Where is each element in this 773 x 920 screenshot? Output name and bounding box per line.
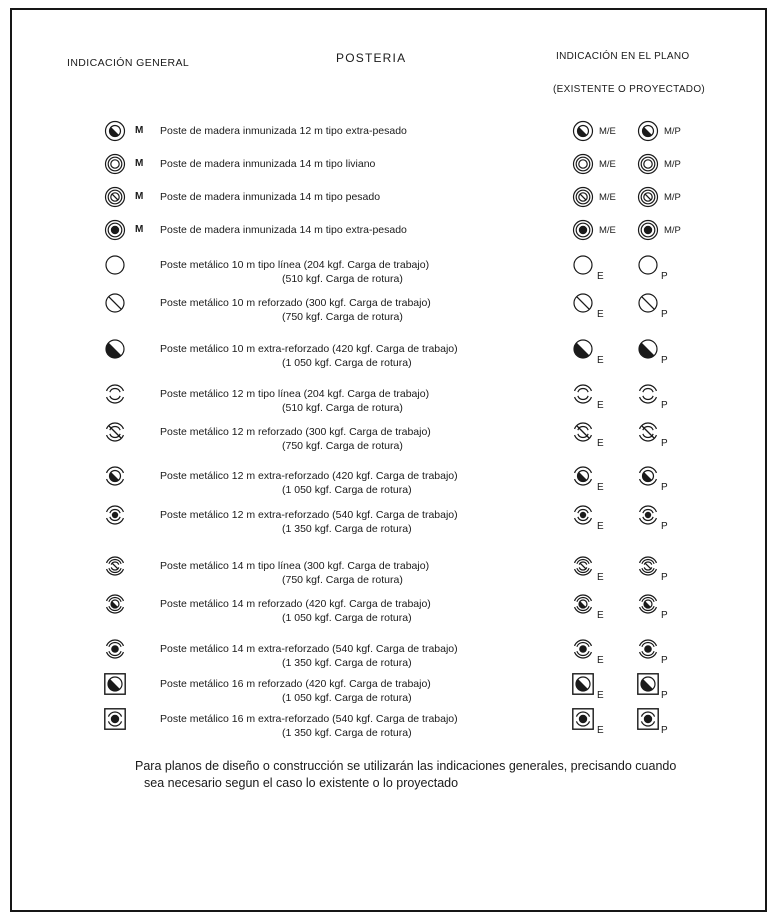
- pole-symbol-existing-icon: [570, 151, 596, 177]
- pole-symbol-general-icon: [102, 118, 128, 144]
- material-label: M: [135, 125, 144, 136]
- pole-symbol-general-icon: [102, 336, 128, 362]
- footnote-line2: sea necesario segun el caso lo existente o lo proyectado: [144, 776, 459, 790]
- projected-label: P: [661, 610, 668, 621]
- pole-description-line2: (750 kgf. Carga de rotura): [282, 440, 403, 452]
- existing-label: E: [597, 655, 604, 666]
- column-header-plan: INDICACIÓN EN EL PLANO: [556, 51, 690, 62]
- existing-label: E: [597, 400, 604, 411]
- existing-label: E: [597, 725, 604, 736]
- pole-description-line1: Poste de madera inmunizada 14 m tipo liviano: [160, 158, 376, 170]
- pole-symbol-existing-icon: [570, 591, 596, 617]
- pole-symbol-general-icon: [102, 706, 128, 732]
- projected-label: M/P: [664, 192, 681, 203]
- projected-label: P: [661, 482, 668, 493]
- pole-symbol-general-icon: [102, 217, 128, 243]
- projected-label: M/P: [664, 126, 681, 137]
- legend-row: [0, 502, 773, 535]
- legend-row: [0, 463, 773, 496]
- pole-symbol-existing-icon: [570, 463, 596, 489]
- pole-symbol-existing-icon: [570, 553, 596, 579]
- pole-symbol-general-icon: [102, 502, 128, 528]
- pole-description-line2: (510 kgf. Carga de rotura): [282, 402, 403, 414]
- pole-description-line1: Poste de madera inmunizada 12 m tipo extra-pesado: [160, 125, 407, 137]
- pole-description-line2: (510 kgf. Carga de rotura): [282, 273, 403, 285]
- pole-description-line1: Poste de madera inmunizada 14 m tipo pesado: [160, 191, 381, 203]
- existing-label: E: [597, 521, 604, 532]
- pole-description-line1: Poste metálico 14 m reforzado (420 kgf. Carga de trabajo): [160, 598, 431, 610]
- pole-description-line2: (750 kgf. Carga de rotura): [282, 574, 403, 586]
- legend-row: [0, 591, 773, 624]
- pole-description-line1: Poste metálico 12 m extra-reforzado (420 kgf. Carga de trabajo): [160, 470, 458, 482]
- projected-label: M/P: [664, 159, 681, 170]
- existing-label: E: [597, 610, 604, 621]
- pole-symbol-general-icon: [102, 591, 128, 617]
- pole-description-line2: (1 350 kgf. Carga de rotura): [282, 727, 412, 739]
- pole-description-line1: Poste de madera inmunizada 14 m tipo extra-pesado: [160, 224, 407, 236]
- pole-description-line2: (1 350 kgf. Carga de rotura): [282, 657, 412, 669]
- existing-label: E: [597, 355, 604, 366]
- pole-description-line1: Poste metálico 10 m extra-reforzado (420 kgf. Carga de trabajo): [160, 343, 458, 355]
- existing-label: M/E: [599, 225, 616, 236]
- projected-label: P: [661, 400, 668, 411]
- pole-symbol-projected-icon: [635, 336, 661, 362]
- pole-symbol-projected-icon: [635, 252, 661, 278]
- pole-symbol-projected-icon: [635, 463, 661, 489]
- projected-label: P: [661, 271, 668, 282]
- projected-label: P: [661, 655, 668, 666]
- legend-row: [0, 553, 773, 586]
- legend-row: [0, 252, 773, 285]
- pole-symbol-general-icon: [102, 381, 128, 407]
- footnote-line1: Para planos de diseño o construcción se utilizarán las indicaciones generales, precisando cuando: [135, 759, 677, 773]
- existing-label: E: [597, 690, 604, 701]
- existing-label: E: [597, 438, 604, 449]
- pole-description-line2: (1 050 kgf. Carga de rotura): [282, 692, 412, 704]
- projected-label: P: [661, 521, 668, 532]
- pole-description-line1: Poste metálico 16 m extra-reforzado (540 kgf. Carga de trabajo): [160, 713, 458, 725]
- existing-label: E: [597, 572, 604, 583]
- pole-description-line1: Poste metálico 10 m tipo línea (204 kgf. Carga de trabajo): [160, 259, 430, 271]
- material-label: M: [135, 191, 144, 202]
- pole-symbol-projected-icon: [635, 591, 661, 617]
- pole-symbol-general-icon: [102, 463, 128, 489]
- pole-symbol-existing-icon: [570, 184, 596, 210]
- pole-description-line1: Poste metálico 12 m reforzado (300 kgf. Carga de trabajo): [160, 426, 431, 438]
- pole-description-line1: Poste metálico 14 m tipo línea (300 kgf. Carga de trabajo): [160, 560, 430, 572]
- pole-description-line1: Poste metálico 14 m extra-reforzado (540 kgf. Carga de trabajo): [160, 643, 458, 655]
- pole-description-line2: (1 050 kgf. Carga de rotura): [282, 357, 412, 369]
- legend-row: [0, 381, 773, 414]
- projected-label: P: [661, 438, 668, 449]
- projected-label: P: [661, 355, 668, 366]
- pole-description-line1: Poste metálico 12 m tipo línea (204 kgf. Carga de trabajo): [160, 388, 430, 400]
- legend-row: [0, 706, 773, 739]
- pole-symbol-general-icon: [102, 553, 128, 579]
- legend-row: [0, 419, 773, 452]
- pole-symbol-projected-icon: [635, 706, 661, 732]
- material-label: M: [135, 224, 144, 235]
- pole-symbol-projected-icon: [635, 184, 661, 210]
- projected-label: P: [661, 690, 668, 701]
- page-title: POSTERIA: [336, 51, 407, 65]
- pole-symbol-existing-icon: [570, 671, 596, 697]
- pole-description-line1: Poste metálico 10 m reforzado (300 kgf. Carga de trabajo): [160, 297, 431, 309]
- pole-symbol-projected-icon: [635, 290, 661, 316]
- pole-symbol-general-icon: [102, 252, 128, 278]
- pole-symbol-existing-icon: [570, 290, 596, 316]
- pole-symbol-projected-icon: [635, 553, 661, 579]
- pole-symbol-projected-icon: [635, 671, 661, 697]
- legend-row: [0, 336, 773, 369]
- pole-symbol-general-icon: [102, 184, 128, 210]
- pole-symbol-projected-icon: [635, 636, 661, 662]
- pole-description-line2: (1 350 kgf. Carga de rotura): [282, 523, 412, 535]
- pole-symbol-existing-icon: [570, 336, 596, 362]
- pole-symbol-projected-icon: [635, 217, 661, 243]
- legend-row: [0, 671, 773, 704]
- pole-symbol-general-icon: [102, 151, 128, 177]
- pole-symbol-projected-icon: [635, 502, 661, 528]
- legend-row: [0, 151, 773, 177]
- existing-label: E: [597, 271, 604, 282]
- projected-label: M/P: [664, 225, 681, 236]
- existing-label: E: [597, 482, 604, 493]
- material-label: M: [135, 158, 144, 169]
- pole-symbol-projected-icon: [635, 118, 661, 144]
- pole-symbol-projected-icon: [635, 381, 661, 407]
- pole-symbol-general-icon: [102, 636, 128, 662]
- pole-symbol-existing-icon: [570, 381, 596, 407]
- existing-label: E: [597, 309, 604, 320]
- pole-symbol-general-icon: [102, 290, 128, 316]
- pole-symbol-general-icon: [102, 671, 128, 697]
- pole-symbol-projected-icon: [635, 419, 661, 445]
- existing-label: M/E: [599, 126, 616, 137]
- pole-symbol-existing-icon: [570, 706, 596, 732]
- pole-symbol-existing-icon: [570, 636, 596, 662]
- pole-symbol-existing-icon: [570, 419, 596, 445]
- pole-description-line2: (750 kgf. Carga de rotura): [282, 311, 403, 323]
- pole-symbol-general-icon: [102, 419, 128, 445]
- existing-label: M/E: [599, 192, 616, 203]
- legend-row: [0, 184, 773, 210]
- pole-description-line2: (1 050 kgf. Carga de rotura): [282, 612, 412, 624]
- existing-label: M/E: [599, 159, 616, 170]
- pole-symbol-existing-icon: [570, 217, 596, 243]
- legend-row: [0, 636, 773, 669]
- projected-label: P: [661, 725, 668, 736]
- pole-symbol-existing-icon: [570, 252, 596, 278]
- pole-symbol-projected-icon: [635, 151, 661, 177]
- legend-row: [0, 217, 773, 243]
- pole-description-line1: Poste metálico 16 m reforzado (420 kgf. Carga de trabajo): [160, 678, 431, 690]
- pole-symbol-existing-icon: [570, 118, 596, 144]
- pole-symbol-existing-icon: [570, 502, 596, 528]
- column-header-plan-sub: (EXISTENTE O PROYECTADO): [553, 84, 706, 95]
- projected-label: P: [661, 309, 668, 320]
- pole-description-line2: (1 050 kgf. Carga de rotura): [282, 484, 412, 496]
- legend-row: [0, 290, 773, 323]
- projected-label: P: [661, 572, 668, 583]
- pole-description-line1: Poste metálico 12 m extra-reforzado (540 kgf. Carga de trabajo): [160, 509, 458, 521]
- column-header-general: INDICACIÓN GENERAL: [67, 57, 190, 69]
- legend-row: [0, 118, 773, 144]
